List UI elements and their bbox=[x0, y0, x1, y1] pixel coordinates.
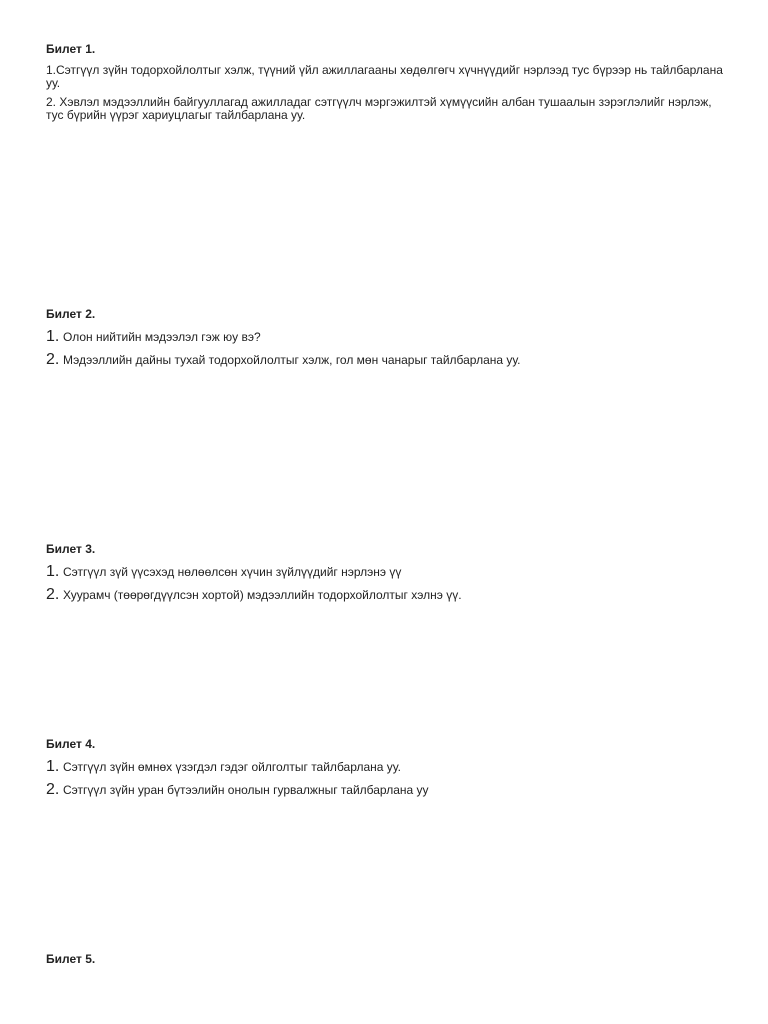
question-2 bbox=[46, 586, 728, 604]
question-text: Хуурамч (төөрөгдүүлсэн хортой) мэдээллийн тодорхойлолтыг хэлнэ үү. bbox=[63, 588, 462, 602]
question-number: 2. bbox=[46, 351, 60, 368]
question-text: Сэтгүүл зүйн өмнөх үзэгдэл гэдэг ойлголтыг тайлбарлана уу. bbox=[63, 760, 401, 774]
ticket-4 bbox=[46, 737, 728, 799]
ticket-1 bbox=[46, 42, 728, 122]
question-number: 2. bbox=[46, 781, 60, 798]
question-2 bbox=[46, 781, 728, 799]
question-number: 1. bbox=[46, 758, 60, 775]
question-text: Сэтгүүл зүй үүсэхэд нөлөөлсөн хүчин зүйлүүдийг нэрлэнэ үү bbox=[63, 565, 402, 579]
ticket-title: Билет 2. bbox=[46, 307, 96, 321]
ticket-title: Билет 4. bbox=[46, 737, 96, 751]
question-list bbox=[46, 758, 728, 799]
ticket-2 bbox=[46, 307, 728, 369]
question-text: Сэтгүүл зүйн уран бүтээлийн онолын гурвалжныг тайлбарлана уу bbox=[63, 783, 429, 797]
question-number: 1. bbox=[46, 563, 60, 580]
question-list bbox=[46, 328, 728, 369]
ticket-5 bbox=[46, 952, 728, 966]
question-1 bbox=[46, 328, 728, 346]
question-number: 2. bbox=[46, 586, 60, 603]
question-2: 2. Хэвлэл мэдээллийн байгууллагад ажилладаг сэтгүүлч мэргэжилтэй хүмүүсийн албан тушаалын зэрэглэлийг нэрлэж, тус бүрийн үүрэг хариуцлагыг тайлбарлана уу. bbox=[46, 95, 712, 122]
question-1: 1.Сэтгүүл зүйн тодорхойлолтыг хэлж, түүний үйл ажиллагааны хөдөлгөгч хүчнүүдийг нэрлээд тус бүрээр нь тайлбарлана уу. bbox=[46, 63, 723, 90]
question-list bbox=[46, 563, 728, 604]
ticket-title: Билет 1. bbox=[46, 42, 96, 56]
ticket-3 bbox=[46, 542, 728, 604]
ticket-title: Билет 3. bbox=[46, 542, 96, 556]
question-number: 1. bbox=[46, 328, 60, 345]
question-1 bbox=[46, 758, 728, 776]
question-text: Мэдээллийн дайны тухай тодорхойлолтыг хэлж, гол мөн чанарыг тайлбарлана уу. bbox=[63, 353, 521, 367]
question-text: Олон нийтийн мэдээлэл гэж юу вэ? bbox=[63, 330, 261, 344]
ticket-title: Билет 5. bbox=[46, 952, 96, 966]
question-1 bbox=[46, 563, 728, 581]
question-2 bbox=[46, 351, 728, 369]
